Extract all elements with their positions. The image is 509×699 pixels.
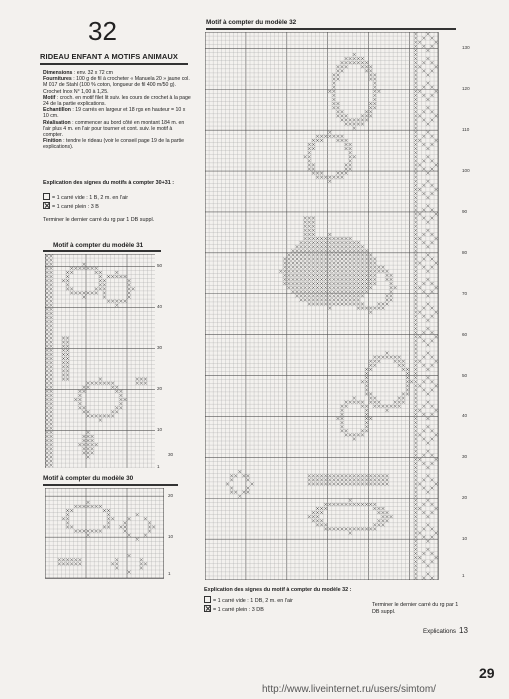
chart30-title: Motif à compter du modèle 30 [43, 475, 134, 482]
row-label: 20 [168, 493, 174, 499]
legend-right-heading: Explication des signes du motif à compter du modèle 32 : [204, 587, 352, 593]
row-label: 70 [462, 290, 468, 296]
instruction-finition: Finition : tendre le rideau (voir le conseil page 19 de la partie explications). [43, 138, 185, 151]
corner-mark: 29 [479, 665, 495, 681]
legend-left-empty: = 1 carré vide : 1 B, 2 m. en l'air [52, 195, 129, 201]
row-label: 1 [168, 570, 171, 576]
instruction-echantillon: Echantillon : 19 carrés en largeur et 18 rgs en hauteur = 10 x 10 cm. [43, 107, 186, 120]
page-title: RIDEAU ENFANT A MOTIFS ANIMAUX [40, 52, 178, 61]
row-label: 1 [157, 463, 160, 469]
legend-right-empty: = 1 carré vide : 1 DB, 2 m. en l'air [213, 598, 293, 604]
empty-square-icon [204, 596, 211, 603]
row-label: 50 [462, 372, 468, 378]
row-label: 20 [157, 386, 163, 392]
note-left: Terminer le dernier carré du rg par 1 DB suppl. [43, 217, 155, 223]
chart32-title: Motif à compter du modèle 32 [206, 19, 297, 26]
legend-left-heading: Explication des signes du motifs à compter 30+31 : [43, 180, 175, 186]
instruction-dimensions: Dimensions : env. 32 x 72 cm [43, 70, 113, 76]
row-label: 40 [157, 304, 163, 310]
row-label: 30 [157, 345, 163, 351]
legend-left [43, 193, 128, 211]
row-label: 10 [168, 534, 174, 540]
chart32-rule [206, 28, 456, 30]
footer-label: Explications [423, 628, 457, 635]
instruction-fournitures: Fournitures : 100 g de fil à crocheter « Manuela 20 » jaune col. M 017 de Stahl (100 % coton, longueur de fil 400 m/50 g). Crochet Inox N° 1,00 à 1,25. [43, 76, 190, 95]
page-number: 32 [88, 16, 117, 46]
row-label: 30 [168, 452, 174, 458]
row-label: 20 [462, 495, 468, 501]
row-label: 90 [462, 208, 468, 214]
row-label: 100 [462, 168, 470, 174]
instruction-motif: Motif : croch. en motif filet lit suiv. les cours de crochet à la page 24 de la partie explications. [43, 94, 191, 108]
row-label: 110 [462, 127, 470, 133]
legend-right-full: = 1 carré plein : 3 DB [213, 607, 264, 613]
row-label: 1 [462, 572, 465, 578]
chart31-rule [43, 250, 161, 252]
row-label: 80 [462, 249, 468, 255]
chart31-grid [45, 254, 155, 468]
legend-right [204, 596, 293, 614]
row-label: 30 [462, 454, 468, 460]
title-rule [40, 63, 188, 65]
row-label: 40 [462, 413, 468, 419]
row-label: 120 [462, 86, 470, 92]
instructions [43, 70, 191, 151]
chart32-grid [205, 32, 459, 580]
legend-left-full: = 1 carré plein : 3 B [52, 204, 99, 210]
row-label: 10 [157, 427, 163, 433]
row-label: 130 [462, 45, 470, 51]
chart30-grid [45, 488, 164, 580]
filled-square-icon [204, 605, 211, 612]
filled-square-icon [43, 202, 50, 209]
row-label: 50 [157, 263, 163, 269]
footer-page: 13 [459, 626, 468, 635]
chart30-rule [43, 484, 178, 486]
watermark-url: http://www.liveinternet.ru/users/simtom/ [262, 684, 436, 695]
footer [423, 626, 468, 635]
note-right: Terminer le dernier carré du rg par 1 DB suppl. [372, 602, 459, 615]
instruction-realisation: Réalisation : commencer au bord côté en montant 184 m. en l'air plus 4 m. en l'air pour tourner et cont. suiv. le motif à compter. [43, 119, 185, 139]
empty-square-icon [43, 193, 50, 200]
row-label: 60 [462, 331, 468, 337]
chart31-title: Motif à compter du modèle 31 [53, 242, 144, 249]
row-label: 10 [462, 536, 468, 542]
